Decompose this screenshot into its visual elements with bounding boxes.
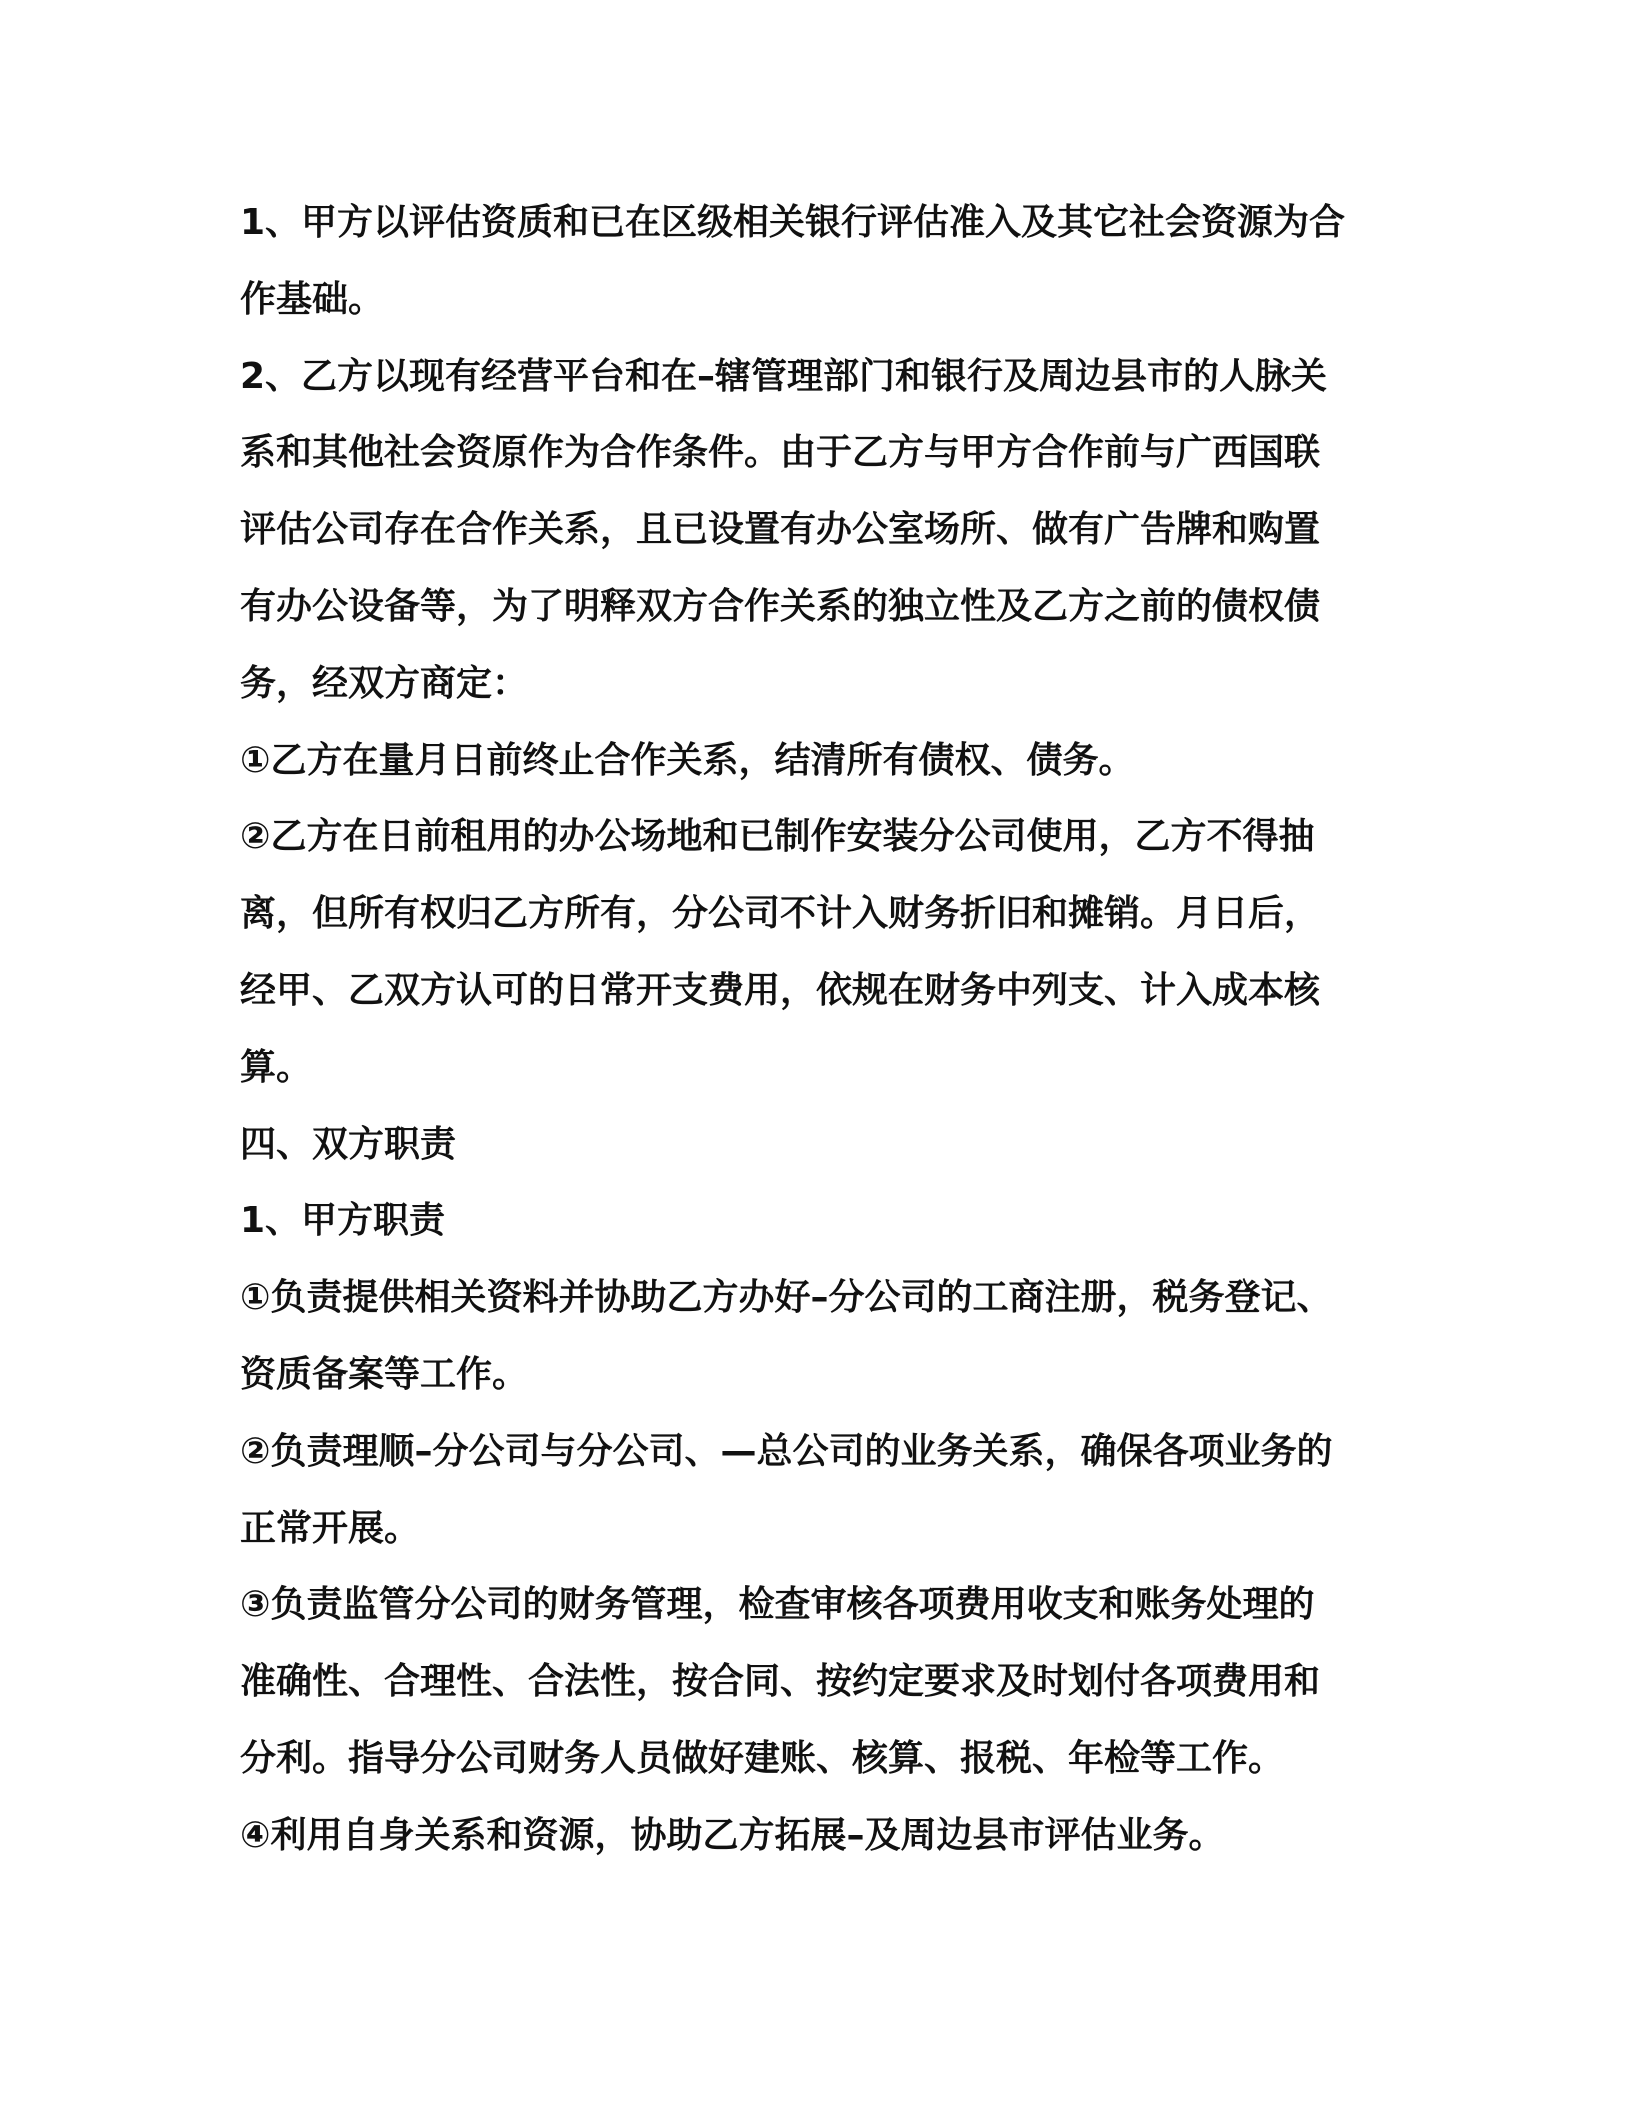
section-heading-duties bbox=[240, 1107, 1390, 1184]
subsection-heading-text: 1、甲方职责 bbox=[240, 1200, 446, 1242]
subsection-heading-party-a-duties bbox=[240, 1183, 1390, 1260]
text-line: ②负责理顺–分公司与分公司、—总公司的业务关系，确保各项业务的 bbox=[240, 1430, 1333, 1472]
text-line: 1、甲方以评估资质和已在区级相关银行评估准入及其它社会资源为合 bbox=[240, 202, 1346, 243]
duty-item-2 bbox=[240, 1414, 1390, 1568]
text-line: 务，经双方商定： bbox=[240, 662, 529, 704]
text-line: 有办公设备等，为了明释双方合作关系的独立性及乙方之前的债权债 bbox=[240, 585, 1321, 627]
text-line: ③负责监管分公司的财务管理，检查审核各项费用收支和账务处理的 bbox=[240, 1584, 1315, 1626]
paragraph-2-basis-party-b bbox=[240, 339, 1390, 723]
duty-item-4 bbox=[240, 1798, 1390, 1875]
text-line: 作基础。 bbox=[240, 278, 385, 320]
text-line: 分利。指导分公司财务人员做好建账、核算、报税、年检等工作。 bbox=[240, 1737, 1285, 1779]
clause-item-2 bbox=[240, 799, 1390, 1106]
text-line: 资质备案等工作。 bbox=[240, 1353, 529, 1395]
section-heading-text: 四、双方职责 bbox=[240, 1123, 457, 1165]
text-line: 评估公司存在合作关系，且已设置有办公室场所、做有广告牌和购置 bbox=[240, 509, 1321, 551]
text-line: 正常开展。 bbox=[240, 1507, 421, 1549]
text-line: ①负责提供相关资料并协助乙方办好–分公司的工商注册，税务登记、 bbox=[240, 1277, 1333, 1319]
document-body bbox=[240, 185, 1390, 1875]
clause-item-1 bbox=[240, 723, 1390, 800]
text-line: 离，但所有权归乙方所有，分公司不计入财务折旧和摊销。月日后， bbox=[240, 893, 1321, 935]
duty-item-3 bbox=[240, 1567, 1390, 1797]
text-line: ④利用自身关系和资源，协助乙方拓展–及周边县市评估业务。 bbox=[240, 1814, 1225, 1856]
duty-item-1 bbox=[240, 1260, 1390, 1414]
text-line: ①乙方在量月日前终止合作关系，结清所有债权、债务。 bbox=[240, 739, 1135, 781]
text-line: 准确性、合理性、合法性，按合同、按约定要求及时划付各项费用和 bbox=[240, 1661, 1321, 1703]
text-line: ②乙方在日前租用的办公场地和已制作安装分公司使用，乙方不得抽 bbox=[240, 816, 1315, 858]
text-line: 经甲、乙双方认可的日常开支费用，依规在财务中列支、计入成本核 bbox=[240, 969, 1321, 1011]
paragraph-1-basis-party-a bbox=[240, 185, 1390, 339]
text-line: 系和其他社会资原作为合作条件。由于乙方与甲方合作前与广西国联 bbox=[240, 432, 1321, 474]
text-line: 算。 bbox=[240, 1046, 313, 1088]
text-line: 2、乙方以现有经营平台和在–辖管理部门和银行及周边县市的人脉关 bbox=[240, 355, 1328, 397]
